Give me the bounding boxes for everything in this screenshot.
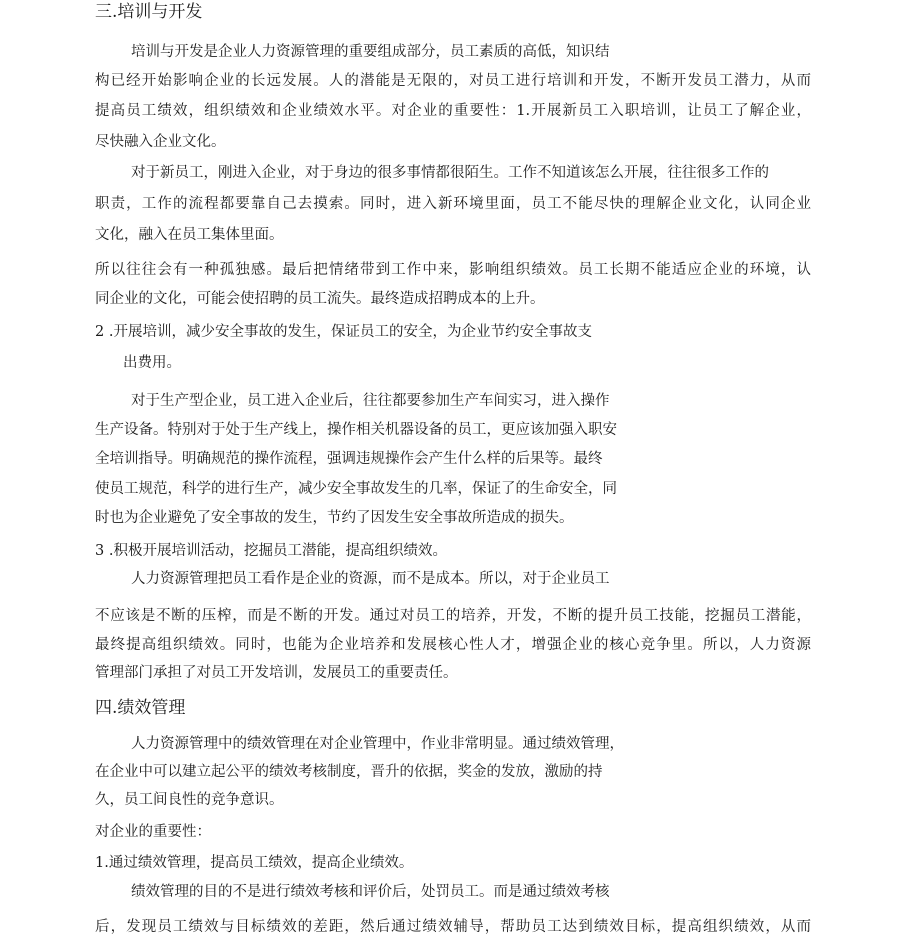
paragraph-line: 时也为企业避免了安全事故的发生，节约了因发生安全事故所造成的损失。 <box>95 510 574 526</box>
paragraph-line: 培训与开发是企业人力资源管理的重要组成部分，员工素质的高低，知识结 <box>131 44 610 60</box>
paragraph-line: 最终提高组织绩效。同时，也能为企业培养和发展核心性人才，增强企业的核心竞争里。所以，人力资源 <box>95 637 811 653</box>
paragraph-line: 使员工规范，科学的进行生产，减少安全事故发生的几率，保证了的生命安全，同 <box>95 481 617 497</box>
paragraph-line: 出费用。 <box>123 355 181 371</box>
paragraph-line: 绩效管理的目的不是进行绩效考核和评价后，处罚员工。而是通过绩效考核 <box>131 884 610 900</box>
list-item-2: 2 .开展培训，减少安全事故的发生，保证员工的安全，为企业节约安全事故支 <box>95 324 592 340</box>
list-item-1: 1.通过绩效管理，提高员工绩效，提高企业绩效。 <box>95 855 414 871</box>
paragraph-line: 久，员工间良性的竞争意识。 <box>95 792 284 808</box>
paragraph-line: 后，发现员工绩效与目标绩效的差距，然后通过绩效辅导，帮助员工达到绩效目标，提高组织绩效，从而 <box>95 919 811 935</box>
paragraph-line: 提高员工绩效，组织绩效和企业绩效水平。对企业的重要性：1.开展新员工入职培训，让员工了解企业， <box>95 103 811 119</box>
paragraph-line: 人力资源管理把员工看作是企业的资源，而不是成本。所以，对于企业员工 <box>131 571 610 587</box>
section-heading-training: 三.培训与开发 <box>95 2 203 22</box>
paragraph-line: 全培训指导。明确规范的操作流程，强调违规操作会产生什么样的后果等。最终 <box>95 451 603 467</box>
paragraph-line: 在企业中可以建立起公平的绩效考核制度，晋升的依据，奖金的发放，激励的持 <box>95 764 603 780</box>
paragraph-line: 所以往往会有一种孤独感。最后把情绪带到工作中来，影响组织绩效。员工长期不能适应企业的环境，认 <box>95 262 811 278</box>
paragraph-line: 同企业的文化，可能会使招聘的员工流失。最终造成招聘成本的上升。 <box>95 291 545 307</box>
paragraph-line: 生产设备。特别对于处于生产线上，操作相关机器设备的员工，更应该加强入职安 <box>95 422 617 438</box>
paragraph-line: 构已经开始影响企业的长远发展。人的潜能是无限的，对员工进行培训和开发，不断开发员工潜力，从而 <box>95 73 811 89</box>
paragraph-line: 对于生产型企业，员工进入企业后，往往都要参加生产车间实习，进入操作 <box>131 393 610 409</box>
list-item-3: 3 .积极开展培训活动，挖掘员工潜能，提高组织绩效。 <box>95 543 447 559</box>
paragraph-line: 人力资源管理中的绩效管理在对企业管理中，作业非常明显。通过绩效管理， <box>131 736 624 752</box>
paragraph-line: 职责，工作的流程都要靠自己去摸索。同时，进入新环境里面，员工不能尽快的理解企业文化，认同企业 <box>95 196 811 212</box>
paragraph-line: 不应该是不断的压榨，而是不断的开发。通过对员工的培养，开发，不断的提升员工技能，挖掘员工潜能， <box>95 608 811 624</box>
paragraph-line: 管理部门承担了对员工开发培训，发展员工的重要责任。 <box>95 665 458 681</box>
section-heading-performance: 四.绩效管理 <box>95 698 186 718</box>
paragraph-line: 对于新员工，刚进入企业，对于身边的很多事情都很陌生。工作不知道该怎么开展，往往很多工作的 <box>131 165 769 181</box>
paragraph-line: 尽快融入企业文化。 <box>95 134 226 150</box>
paragraph-line: 文化，融入在员工集体里面。 <box>95 227 284 243</box>
paragraph-line: 对企业的重要性： <box>95 824 211 840</box>
